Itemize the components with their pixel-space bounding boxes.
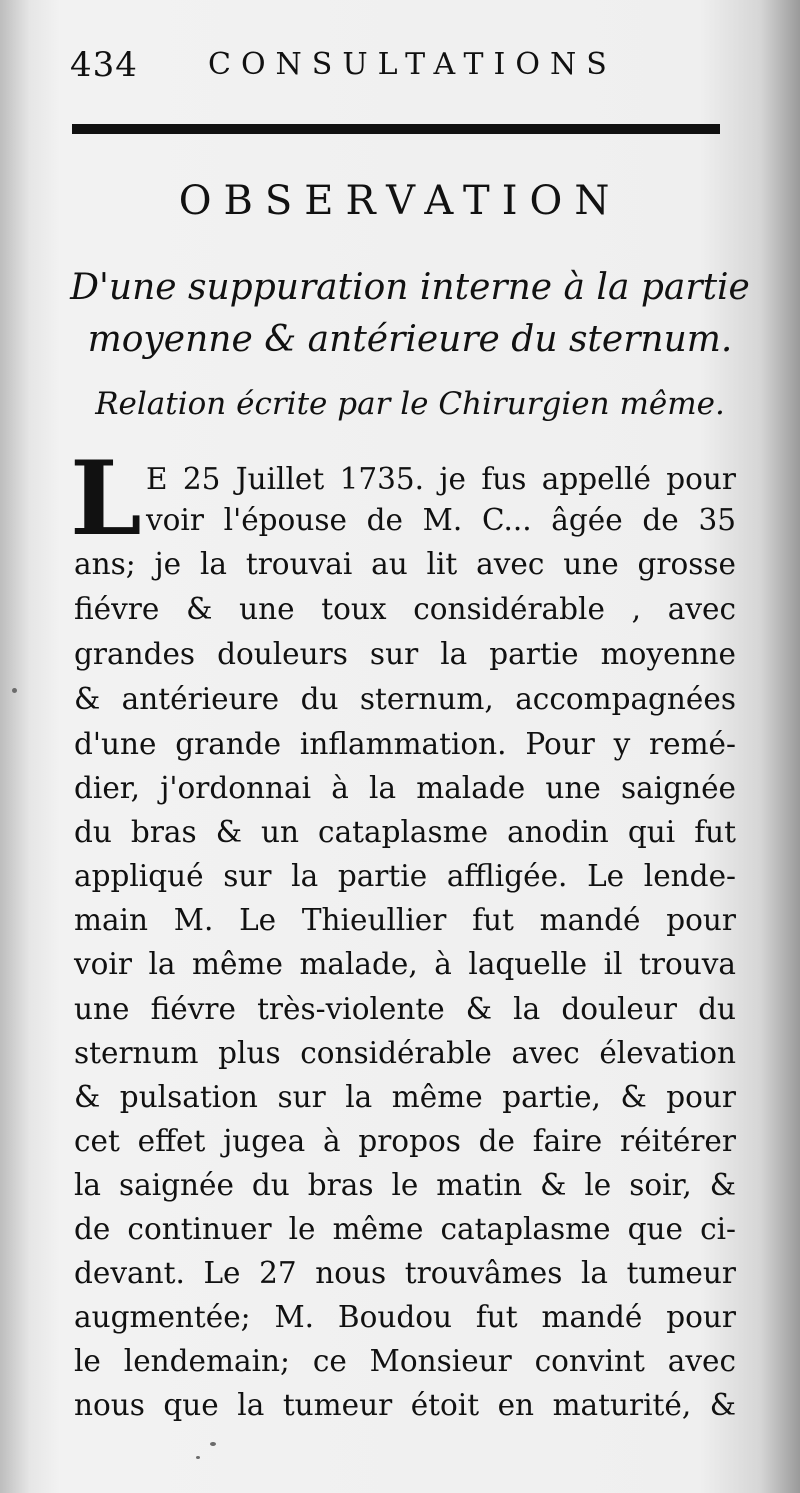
body-line: grandes douleurs sur la partie moyenne — [74, 637, 736, 671]
body-line: augmentée; M. Boudou fut mandé pour — [74, 1300, 736, 1334]
body-line: le lendemain; ce Monsieur convint avec — [74, 1344, 736, 1378]
body-line: cet effet jugea à propos de faire réitérer — [74, 1124, 736, 1158]
paper-speck — [12, 688, 17, 693]
body-line: une fiévre très-violente & la douleur du — [74, 992, 736, 1026]
body-line: dier, j'ordonnai à la malade une saignée — [74, 771, 736, 805]
body-line: nous que la tumeur étoit en maturité, & — [74, 1388, 736, 1422]
running-title: CONSULTATIONS — [208, 47, 617, 82]
section-subtitle — [70, 262, 750, 366]
body-line: devant. Le 27 nous trouvâmes la tumeur — [74, 1256, 736, 1290]
body-line: de continuer le même cataplasme que ci- — [74, 1212, 736, 1246]
body-line: ans; je la trouvai au lit avec une grosse — [74, 547, 736, 581]
body-line: & antérieure du sternum, accompagnées — [74, 682, 736, 716]
body-line: du bras & un cataplasme anodin qui fut — [74, 815, 736, 849]
running-head — [70, 45, 730, 105]
byline: Relation écrite par le Chirurgien même. — [95, 386, 725, 422]
header-rule — [72, 124, 720, 134]
subtitle-line: D'une suppuration interne à la partie — [70, 267, 750, 308]
paper-speck — [210, 1442, 216, 1446]
section-title: OBSERVATION — [178, 178, 622, 224]
body-line: d'une grande inflammation. Pour y remé- — [74, 727, 736, 761]
body-line: sternum plus considérable avec élevation — [74, 1036, 736, 1070]
paper-speck — [196, 1456, 200, 1459]
drop-cap: L — [70, 439, 142, 559]
body-line: voir la même malade, à laquelle il trouva — [74, 947, 736, 981]
body-line: & pulsation sur la même partie, & pour — [74, 1080, 736, 1114]
body-line: fiévre & une toux considérable , avec — [74, 592, 736, 626]
body-line: la saignée du bras le matin & le soir, & — [74, 1168, 736, 1202]
body-line: E 25 Juillet 1735. je fus appellé pour — [146, 462, 736, 496]
subtitle-line: moyenne & antérieure du sternum. — [87, 319, 733, 360]
body-line: voir l'épouse de M. C... âgée de 35 — [146, 503, 736, 537]
body-line: main M. Le Thieullier fut mandé pour — [74, 903, 736, 937]
body-line: appliqué sur la partie affligée. Le lende- — [74, 859, 736, 893]
page-number: 434 — [70, 45, 138, 85]
